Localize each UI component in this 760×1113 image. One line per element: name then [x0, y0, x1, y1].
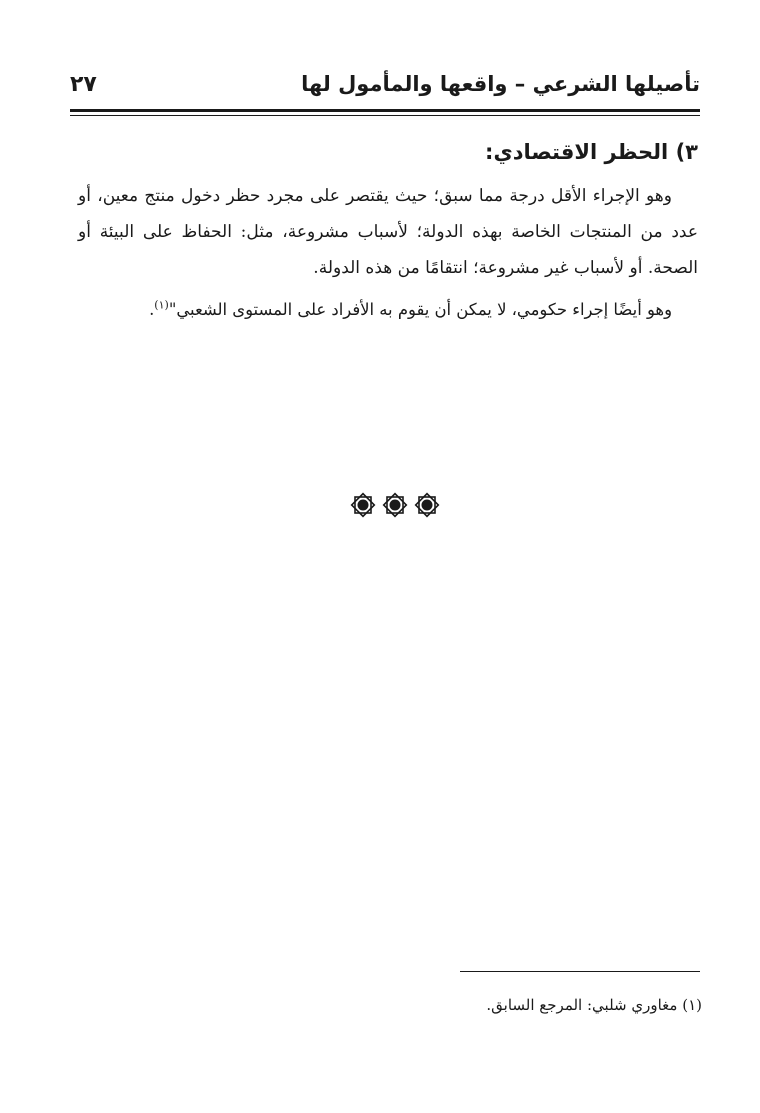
- header-rule-thin: [70, 115, 700, 116]
- section-divider-ornament: [350, 492, 440, 518]
- paragraph: وهو الإجراء الأقل درجة مما سبق؛ حيث يقتصر على مجرد حظر دخول منتج معين، أو عدد من المنتجات الخاصة بهذه الدولة؛ لأسباب مشروعة، مثل: الحفاظ على البيئة أو الصحة. أو لأسباب غير مشروعة؛ انتقامًا من هذه الدولة.: [78, 186, 698, 278]
- footnote-reference: (١): [154, 298, 169, 312]
- quote-end: .: [149, 300, 155, 319]
- footnote: (١) مغاوري شلبي: المرجع السابق.: [486, 996, 702, 1014]
- section-heading: ٣) الحظر الاقتصادي:: [485, 140, 698, 164]
- running-title: تأصيلها الشرعي – واقعها والمأمول لها: [301, 72, 700, 96]
- page-number: ٢٧: [70, 72, 97, 97]
- quote-text: وهو أيضًا إجراء حكومي، لا يمكن أن يقوم به الأفراد على المستوى الشعبي": [168, 300, 672, 319]
- footnote-rule: [460, 971, 700, 972]
- body-text: [78, 134, 698, 334]
- quote-paragraph: [78, 292, 698, 328]
- octagram-ornament-icon: [382, 492, 408, 518]
- running-header: [70, 68, 700, 108]
- octagram-ornament-icon: [350, 492, 376, 518]
- octagram-ornament-icon: [414, 492, 440, 518]
- header-rule-thick: [70, 109, 700, 112]
